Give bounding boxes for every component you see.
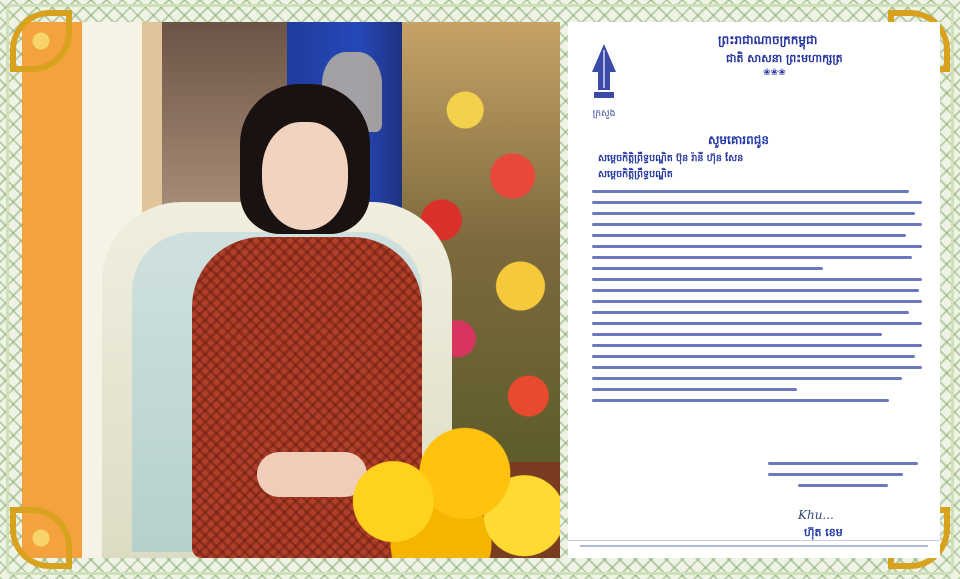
date-line	[798, 484, 888, 487]
body-line	[592, 256, 912, 259]
official-letter	[568, 22, 940, 558]
body-line	[592, 234, 906, 237]
body-line	[592, 190, 909, 193]
letter-footer	[568, 540, 940, 558]
body-line	[592, 245, 922, 248]
body-line	[592, 311, 909, 314]
emblem-icon	[588, 42, 620, 102]
date-line	[768, 462, 918, 465]
footer-line	[580, 545, 928, 547]
body-line	[592, 366, 922, 369]
photo-flowers-bottom	[322, 417, 560, 558]
header-ornament: ❀❀❀	[763, 68, 786, 78]
body-line	[592, 212, 915, 215]
motto-header: ជាតិ សាសនា ព្រះមហាក្សត្រ	[726, 52, 843, 65]
body-line	[592, 399, 889, 402]
date-line	[768, 473, 903, 476]
addressee-line-2: សម្តេចកិត្តិព្រឹទ្ធបណ្ឌិត	[598, 169, 673, 180]
date-block	[768, 462, 918, 495]
body-line	[592, 377, 902, 380]
body-line	[592, 278, 922, 281]
body-line	[592, 223, 922, 226]
kingdom-header: ព្រះរាជាណាចក្រកម្ពុជា	[718, 33, 818, 47]
letter-body	[592, 190, 922, 410]
body-line	[592, 322, 922, 325]
body-line	[592, 355, 915, 358]
body-line	[592, 388, 797, 391]
body-line	[592, 289, 919, 292]
body-line	[592, 300, 922, 303]
portrait-photo	[22, 22, 560, 558]
body-line	[592, 333, 882, 336]
body-line	[592, 344, 922, 347]
photo-face	[262, 122, 348, 230]
body-line	[592, 267, 823, 270]
letter-title: សូមគោរពជូន	[708, 133, 769, 147]
signature: Khu...	[798, 508, 834, 522]
emblem-label: ក្រសួង	[592, 109, 616, 119]
signer-name: ហ៊ុត ខេម	[804, 526, 843, 539]
body-line	[592, 201, 922, 204]
addressee-line-1: សម្តេចកិត្តិព្រឹទ្ធបណ្ឌិត ប៊ុន រ៉ានី ហ៊ុន សែន	[598, 153, 744, 164]
